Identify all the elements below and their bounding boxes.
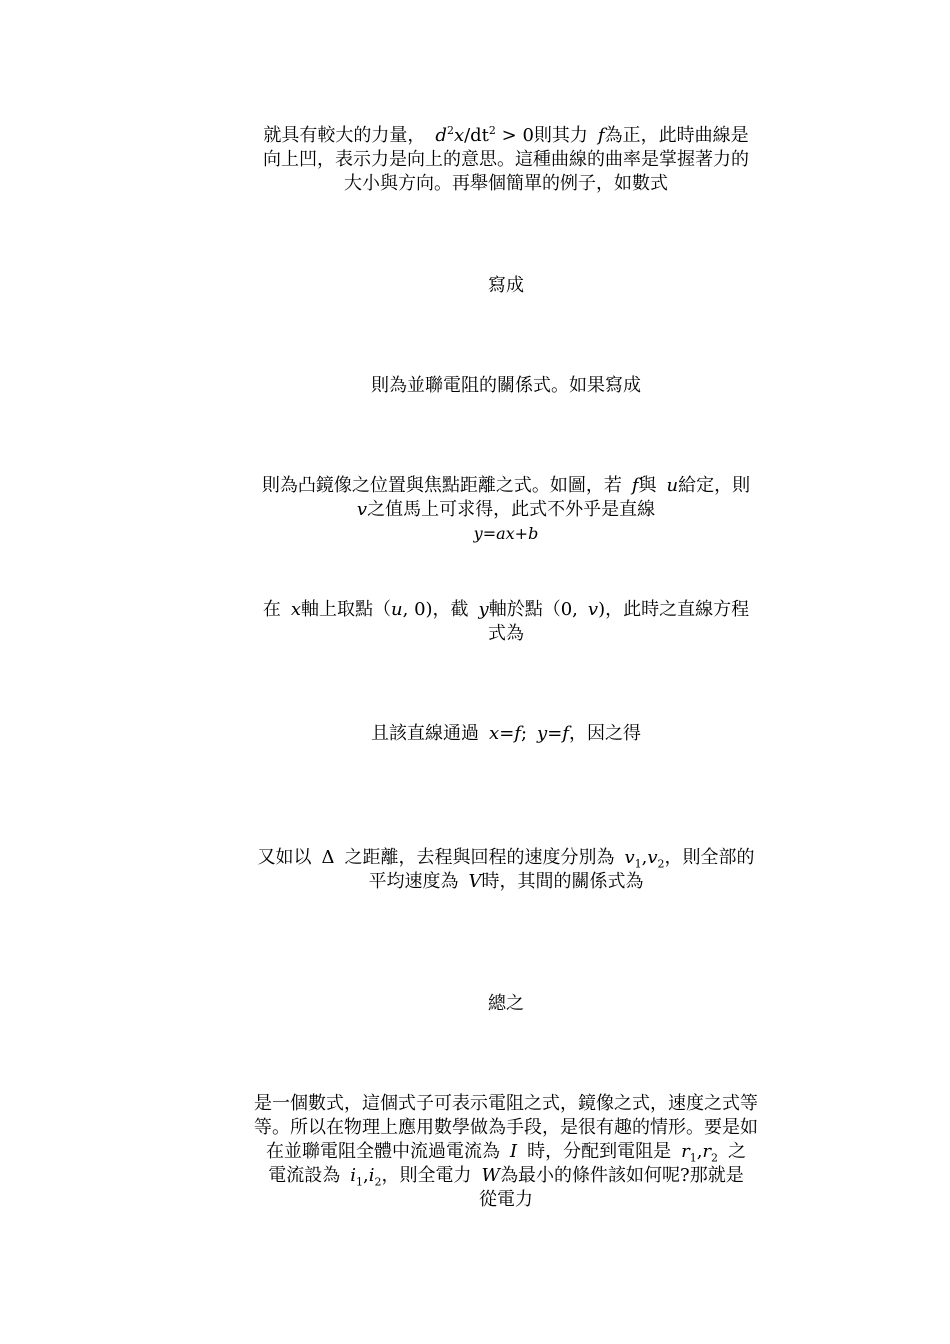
- text-run: 平均速度為: [368, 871, 459, 892]
- math-symbol: r: [681, 1141, 690, 1162]
- text-line: [248, 474, 764, 498]
- paragraph-in-summary: [248, 992, 764, 1016]
- math-subscript: 2: [711, 1151, 719, 1165]
- math-subscript: 2: [374, 1175, 382, 1189]
- text-run: 之距離，去程與回程的速度分別為: [344, 847, 615, 868]
- text-run: 軸上取點（: [301, 599, 392, 620]
- text-run: 且該直線通過: [371, 723, 480, 744]
- text-run: ;: [520, 723, 528, 744]
- equation-line: y=ax+b: [473, 524, 539, 543]
- math-symbol: W: [481, 1165, 501, 1186]
- text-run: 為最小的條件該如何呢?那就是: [500, 1165, 744, 1186]
- paragraph-parallel-resistance: [248, 374, 764, 398]
- math-symbol: V: [468, 871, 482, 892]
- text-run: 為正，此時曲線是: [604, 125, 749, 146]
- paragraph-convex-mirror: [248, 474, 764, 546]
- math-subscript: 1: [689, 1151, 697, 1165]
- math-symbol: i: [368, 1165, 375, 1186]
- math-symbol: f: [631, 475, 639, 496]
- math-symbol: v: [624, 847, 635, 868]
- math-symbol: d: [435, 125, 447, 146]
- text-run: 與: [638, 475, 657, 496]
- math-symbol: x: [290, 599, 302, 620]
- text-run: 之: [728, 1141, 747, 1162]
- text-run: 則為凸鏡像之位置與焦點距離之式。如圖，若: [261, 475, 622, 496]
- math-subscript: 1: [356, 1175, 364, 1189]
- text-run: ，則全部的: [664, 847, 755, 868]
- text-run: 之值馬上可求得，此式不外乎是直線: [367, 499, 656, 520]
- math-symbol: i: [350, 1165, 357, 1186]
- text-run: 又如以: [257, 847, 312, 868]
- math-symbol: Δ: [321, 847, 335, 868]
- math-symbol: v: [587, 599, 599, 620]
- math-superscript: 2: [488, 124, 496, 137]
- text-line: 寫成: [488, 275, 524, 296]
- math-symbol: v: [647, 847, 658, 868]
- text-run: > 0則其力: [495, 125, 588, 146]
- text-line: [248, 1164, 764, 1188]
- text-line: [248, 598, 764, 622]
- paragraph-force-curvature: [248, 124, 764, 196]
- math-expression: y=f: [537, 723, 569, 744]
- text-line: [248, 870, 764, 894]
- text-run: , 0)，截: [402, 599, 469, 620]
- text-run: 在並聯電阻全體中流過電流為: [265, 1141, 500, 1162]
- text-run: 給定，則: [678, 475, 751, 496]
- math-subscript: 2: [657, 857, 665, 871]
- math-superscript: 2: [446, 124, 454, 137]
- text-run: ，則全電力: [381, 1165, 472, 1186]
- text-run: 電流設為: [268, 1165, 341, 1186]
- text-line: 式為: [488, 623, 524, 644]
- text-run: ,: [363, 1165, 369, 1186]
- text-line: 等。所以在物理上應用數學做為手段，是很有趣的情形。要是如: [254, 1117, 758, 1138]
- math-subscript: 1: [634, 857, 642, 871]
- math-symbol: y: [478, 599, 489, 620]
- math-text: /dt: [464, 125, 489, 146]
- paragraph-line-passes: [248, 722, 764, 746]
- math-symbol: I: [509, 1141, 518, 1162]
- paragraph-line-equation: [248, 598, 764, 646]
- text-line: [248, 124, 764, 148]
- paragraph-written-as: [248, 274, 764, 298]
- paragraph-average-speed: [248, 846, 764, 894]
- text-line: 從電力: [479, 1189, 533, 1210]
- math-symbol: x: [453, 125, 465, 146]
- text-run: 軸於點（0,: [488, 599, 578, 620]
- text-line: 大小與方向。再舉個簡單的例子，如數式: [344, 173, 668, 194]
- text-line: 總之: [488, 993, 524, 1014]
- math-symbol: u: [666, 475, 679, 496]
- math-symbol: u: [391, 599, 403, 620]
- text-run: 在: [262, 599, 281, 620]
- math-symbol: f: [597, 125, 605, 146]
- text-line: [248, 1140, 764, 1164]
- math-symbol: v: [356, 499, 368, 520]
- text-line: [248, 722, 764, 746]
- text-run: ,: [696, 1141, 703, 1162]
- text-run: )，此時之直線方程: [598, 599, 750, 620]
- text-line: [248, 498, 764, 522]
- math-symbol: r: [702, 1141, 712, 1162]
- paragraph-conclusion: [248, 1092, 764, 1212]
- text-run: 就具有較大的力量，: [263, 125, 426, 146]
- text-run: ，因之得: [568, 723, 641, 744]
- text-run: 時，分配到電阻是: [527, 1141, 672, 1162]
- math-expression: x=f: [489, 723, 521, 744]
- text-run: ,: [641, 847, 648, 868]
- text-line: 則為並聯電阻的關係式。如果寫成: [371, 375, 641, 396]
- text-run: 時，其間的關係式為: [481, 871, 644, 892]
- text-line: [248, 846, 764, 870]
- text-line: 是一個數式，這個式子可表示電阻之式，鏡像之式，速度之式等: [254, 1093, 758, 1114]
- text-line: 向上凹，表示力是向上的意思。這種曲線的曲率是掌握著力的: [263, 149, 749, 170]
